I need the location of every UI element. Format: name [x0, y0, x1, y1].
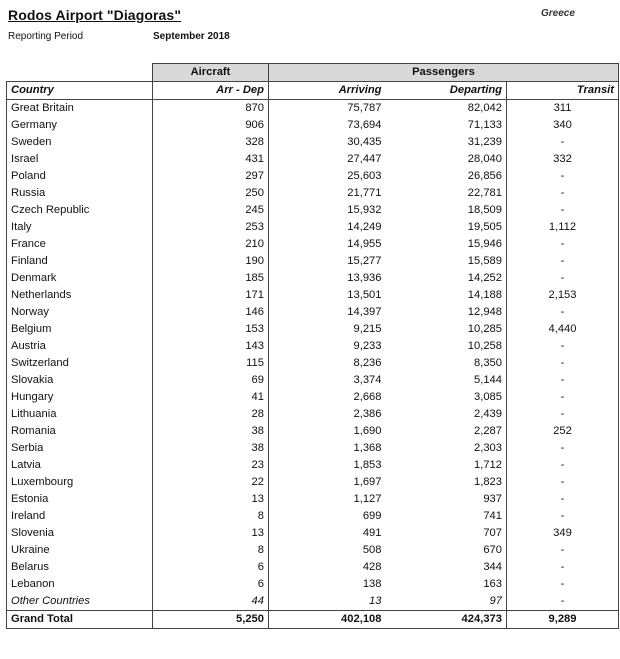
table-row: [7, 236, 619, 253]
country-cell: Latvia: [7, 457, 153, 474]
country-cell: Finland: [7, 253, 153, 270]
column-header-country: Country: [7, 82, 153, 100]
country-cell: Denmark: [7, 270, 153, 287]
departing-cell: 18,509: [467, 204, 502, 216]
arriving-cell: 8,236: [269, 355, 386, 372]
departing-cell: 424,373: [386, 611, 507, 629]
arriving-cell: 75,787: [269, 100, 386, 118]
transit-cell: -: [507, 440, 619, 457]
transit-cell: -: [507, 406, 619, 423]
arriving-cell: 699: [269, 508, 386, 525]
departing-cell: 19,505: [467, 221, 502, 233]
transit-cell: -: [507, 457, 619, 474]
arr-dep-cell: 185: [153, 270, 269, 287]
arriving-cell: 73,694: [269, 117, 386, 134]
country-cell: Great Britain: [7, 100, 153, 118]
column-header-departing: Departing: [386, 82, 507, 100]
arr-dep-cell: 115: [153, 355, 269, 372]
transit-cell: -: [507, 253, 619, 270]
departing-cell: 10,258: [467, 340, 502, 352]
arriving-cell: 30,435: [269, 134, 386, 151]
departing-cell: 22,781: [467, 187, 502, 199]
transit-cell: -: [507, 304, 619, 321]
transit-cell: 311: [507, 100, 619, 118]
group-header-row: [7, 64, 619, 82]
table-row: [7, 219, 619, 236]
transit-cell: 332: [507, 151, 619, 168]
arr-dep-cell: 190: [153, 253, 269, 270]
arriving-cell: 14,249: [269, 219, 386, 236]
arr-dep-cell: 143: [153, 338, 269, 355]
country-cell: Other Countries: [7, 593, 153, 611]
table-row: [7, 185, 619, 202]
country-label: Greece: [541, 8, 575, 19]
table-row: [7, 389, 619, 406]
arriving-cell: 1,853: [269, 457, 386, 474]
country-cell: Netherlands: [7, 287, 153, 304]
table-row: [7, 559, 619, 576]
arr-dep-cell: 328: [153, 134, 269, 151]
arriving-cell: 13: [269, 593, 386, 611]
country-cell: Lithuania: [7, 406, 153, 423]
departing-cell: 71,133: [467, 119, 502, 131]
arr-dep-cell: 13: [153, 525, 269, 542]
departing-cell: 8,350: [474, 357, 502, 369]
arr-dep-cell: 13: [153, 491, 269, 508]
country-cell: Poland: [7, 168, 153, 185]
country-cell: Sweden: [7, 134, 153, 151]
departing-cell: 670: [483, 544, 502, 556]
transit-cell: 340: [507, 117, 619, 134]
transit-cell: -: [507, 134, 619, 151]
departing-cell: 2,303: [474, 442, 502, 454]
departing-cell: 1,823: [474, 476, 502, 488]
arr-dep-cell: 146: [153, 304, 269, 321]
table-row: [7, 304, 619, 321]
arr-dep-cell: 38: [153, 423, 269, 440]
table-row: [7, 134, 619, 151]
arr-dep-cell: 6: [153, 576, 269, 593]
transit-cell: -: [507, 270, 619, 287]
arriving-cell: 14,397: [269, 304, 386, 321]
departing-cell: 741: [483, 510, 502, 522]
table-row: [7, 355, 619, 372]
arr-dep-cell: 38: [153, 440, 269, 457]
column-header-row: [7, 82, 619, 100]
transit-cell: 2,153: [507, 287, 619, 304]
table-row: [7, 253, 619, 270]
country-cell: Lebanon: [7, 576, 153, 593]
country-cell: Germany: [7, 117, 153, 134]
table-row: [7, 542, 619, 559]
transit-cell: -: [507, 338, 619, 355]
transit-cell: -: [507, 491, 619, 508]
arriving-cell: 2,386: [269, 406, 386, 423]
departing-cell: 97: [489, 595, 502, 607]
arr-dep-cell: 22: [153, 474, 269, 491]
arriving-cell: 15,277: [269, 253, 386, 270]
transit-cell: 1,112: [507, 219, 619, 236]
group-header-blank: [7, 64, 153, 82]
table-row: [7, 508, 619, 525]
arr-dep-cell: 153: [153, 321, 269, 338]
arr-dep-cell: 41: [153, 389, 269, 406]
table-row: [7, 321, 619, 338]
transit-cell: 252: [507, 423, 619, 440]
table-row: [7, 457, 619, 474]
table-row: [7, 100, 619, 118]
country-cell: Hungary: [7, 389, 153, 406]
departing-cell: 10,285: [467, 323, 502, 335]
departing-cell: 15,946: [467, 238, 502, 250]
country-cell: Ireland: [7, 508, 153, 525]
arr-dep-cell: 297: [153, 168, 269, 185]
arriving-cell: 1,127: [269, 491, 386, 508]
table-row: [7, 168, 619, 185]
transit-cell: -: [507, 508, 619, 525]
transit-cell: 349: [507, 525, 619, 542]
country-cell: Estonia: [7, 491, 153, 508]
table-row: [7, 151, 619, 168]
departing-cell: 2,439: [474, 408, 502, 420]
arriving-cell: 2,668: [269, 389, 386, 406]
country-cell: Czech Republic: [7, 202, 153, 219]
arriving-cell: 3,374: [269, 372, 386, 389]
arriving-cell: 9,215: [269, 321, 386, 338]
other-countries-row: [7, 593, 619, 611]
group-header-aircraft: Aircraft: [153, 64, 269, 82]
country-cell: Slovenia: [7, 525, 153, 542]
arriving-cell: 508: [269, 542, 386, 559]
arriving-cell: 13,936: [269, 270, 386, 287]
country-cell: Austria: [7, 338, 153, 355]
arr-dep-cell: 245: [153, 202, 269, 219]
arriving-cell: 27,447: [269, 151, 386, 168]
transit-cell: 9,289: [507, 611, 619, 629]
arr-dep-cell: 431: [153, 151, 269, 168]
arr-dep-cell: 44: [153, 593, 269, 611]
arriving-cell: 1,368: [269, 440, 386, 457]
table-row: [7, 117, 619, 134]
arr-dep-cell: 210: [153, 236, 269, 253]
arr-dep-cell: 23: [153, 457, 269, 474]
arriving-cell: 1,690: [269, 423, 386, 440]
arriving-cell: 25,603: [269, 168, 386, 185]
country-cell: Slovakia: [7, 372, 153, 389]
departing-cell: 937: [483, 493, 502, 505]
table-row: [7, 406, 619, 423]
country-cell: Romania: [7, 423, 153, 440]
departing-cell: 5,144: [474, 374, 502, 386]
table-row: [7, 372, 619, 389]
transit-cell: -: [507, 593, 619, 611]
arriving-cell: 9,233: [269, 338, 386, 355]
arriving-cell: 138: [269, 576, 386, 593]
table-body: [7, 100, 619, 629]
departing-cell: 14,188: [467, 289, 502, 301]
arr-dep-cell: 5,250: [153, 611, 269, 629]
arr-dep-cell: 6: [153, 559, 269, 576]
column-header-arr-dep: Arr - Dep: [153, 82, 269, 100]
arr-dep-cell: 8: [153, 542, 269, 559]
transit-cell: -: [507, 355, 619, 372]
departing-cell: 344: [483, 561, 502, 573]
column-header-transit: Transit: [507, 82, 619, 100]
departing-cell: 2,287: [474, 425, 502, 437]
country-cell: Belarus: [7, 559, 153, 576]
transit-cell: -: [507, 202, 619, 219]
arr-dep-cell: 253: [153, 219, 269, 236]
table-row: [7, 338, 619, 355]
country-cell: Norway: [7, 304, 153, 321]
transit-cell: -: [507, 542, 619, 559]
transit-cell: 4,440: [507, 321, 619, 338]
table-row: [7, 525, 619, 542]
table-row: [7, 270, 619, 287]
arr-dep-cell: 870: [153, 100, 269, 118]
arriving-cell: 402,108: [269, 611, 386, 629]
transit-cell: -: [507, 372, 619, 389]
arriving-cell: 14,955: [269, 236, 386, 253]
arr-dep-cell: 250: [153, 185, 269, 202]
arr-dep-cell: 906: [153, 117, 269, 134]
country-cell: Grand Total: [7, 611, 153, 629]
transit-cell: -: [507, 559, 619, 576]
departing-cell: 31,239: [467, 136, 502, 148]
grand-total-row: [7, 611, 619, 629]
arriving-cell: 21,771: [269, 185, 386, 202]
transit-cell: -: [507, 389, 619, 406]
transit-cell: -: [507, 576, 619, 593]
table-row: [7, 202, 619, 219]
country-cell: Italy: [7, 219, 153, 236]
arriving-cell: 13,501: [269, 287, 386, 304]
transit-cell: -: [507, 236, 619, 253]
table-row: [7, 474, 619, 491]
traffic-table: [6, 63, 619, 629]
table-row: [7, 440, 619, 457]
departing-cell: 163: [483, 578, 502, 590]
country-cell: Switzerland: [7, 355, 153, 372]
transit-cell: -: [507, 185, 619, 202]
transit-cell: -: [507, 168, 619, 185]
arr-dep-cell: 8: [153, 508, 269, 525]
arr-dep-cell: 171: [153, 287, 269, 304]
arriving-cell: 15,932: [269, 202, 386, 219]
departing-cell: 28,040: [467, 153, 502, 165]
departing-cell: 12,948: [467, 306, 502, 318]
departing-cell: 82,042: [467, 102, 502, 114]
column-header-arriving: Arriving: [269, 82, 386, 100]
reporting-period-value: September 2018: [153, 31, 230, 42]
departing-cell: 14,252: [467, 272, 502, 284]
country-cell: France: [7, 236, 153, 253]
arriving-cell: 428: [269, 559, 386, 576]
country-cell: Luxembourg: [7, 474, 153, 491]
country-cell: Ukraine: [7, 542, 153, 559]
group-header-passengers: Passengers: [269, 64, 619, 82]
departing-cell: 1,712: [474, 459, 502, 471]
country-cell: Belgium: [7, 321, 153, 338]
arriving-cell: 1,697: [269, 474, 386, 491]
report-title: Rodos Airport "Diagoras": [8, 7, 182, 23]
departing-cell: 15,589: [467, 255, 502, 267]
departing-cell: 3,085: [474, 391, 502, 403]
country-cell: Serbia: [7, 440, 153, 457]
departing-cell: 26,856: [467, 170, 502, 182]
arr-dep-cell: 69: [153, 372, 269, 389]
table-row: [7, 423, 619, 440]
table-row: [7, 576, 619, 593]
transit-cell: -: [507, 474, 619, 491]
arr-dep-cell: 28: [153, 406, 269, 423]
arriving-cell: 491: [269, 525, 386, 542]
country-cell: Israel: [7, 151, 153, 168]
reporting-period-label: Reporting Period: [8, 31, 84, 42]
table-row: [7, 287, 619, 304]
table-row: [7, 491, 619, 508]
departing-cell: 707: [483, 527, 502, 539]
country-cell: Russia: [7, 185, 153, 202]
